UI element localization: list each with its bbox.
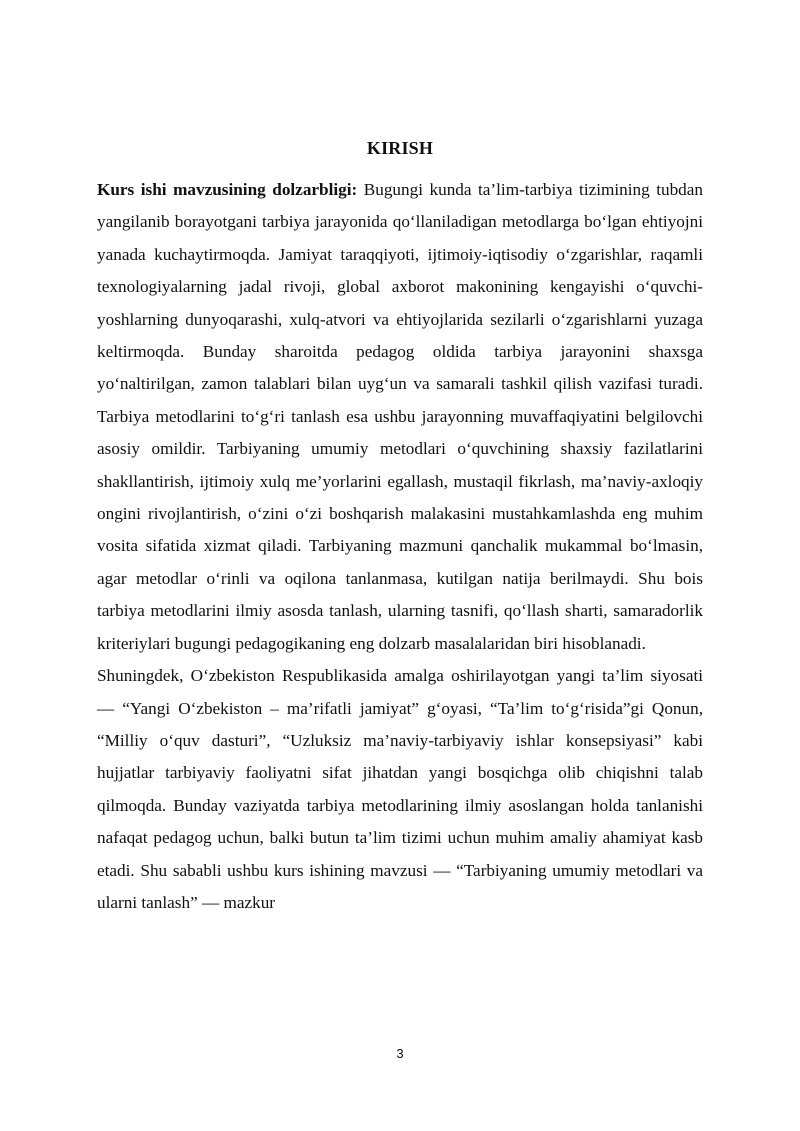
- paragraph-policy: Shuningdek, O‘zbekiston Respublikasida amalga oshirilayotgan yangi ta’lim siyosati — “Yangi O‘zbekiston – ma’rifatli jamiyat” g‘oyasi, “Ta’lim to‘g‘risida”gi Qonun, “Milliy o‘quv dasturi”, “Uzluksiz ma’naviy-tarbiyaviy ishlar konsepsiyasi” kabi hujjatlar tarbiyaviy faoliyatni sifat jihatdan yangi bosqichga olib chiqishni talab qilmoqda. Bunday vaziyatda tarbiya metodlarining ilmiy asoslangan holda tanlanishi nafaqat pedagog uchun, balki butun ta’lim tizimi uchun muhim amaliy ahamiyat kasb etadi. Shu sababli ushbu kurs ishining mavzusi — “Tarbiyaning umumiy metodlari va ularni tanlash” — mazkur: [97, 666, 703, 912]
- section-heading: KIRISH: [366, 138, 434, 158]
- page-number: 3: [396, 1046, 404, 1061]
- paragraph-lead: Kurs ishi mavzusining dolzarbligi:: [97, 180, 358, 199]
- paragraph-relevance: [97, 174, 703, 660]
- paragraph-relevance-text: Bugungi kunda ta’lim-tarbiya tizimining tubdan yangilanib borayotgani tarbiya jarayonida qo‘llaniladigan metodlarga bo‘lgan ehtiyojni yanada kuchaytirmoqda. Jamiyat taraqqiyoti, ijtimoiy-iqtisodiy o‘zgarishlar, raqamli texnologiyalarning jadal rivoji, global axborot makonining kengayishi o‘quvchi-yoshlarning dunyoqarashi, xulq-atvori va ehtiyojlarida sezilarli o‘zgarishlarni yuzaga keltirmoqda. Bunday sharoitda pedagog oldida tarbiya jarayonini shaxsga yo‘naltirilgan, zamon talablari bilan uyg‘un va samarali tashkil qilish vazifasi turadi. Tarbiya metodlarini to‘g‘ri tanlash esa ushbu jarayonning muvaffaqiyatini belgilovchi asosiy omildir. Tarbiyaning umumiy metodlari o‘quvchining shaxsiy fazilatlarini shakllantirish, ijtimoiy xulq me’yorlarini egallash, mustaqil fikrlash, ma’naviy-axloqiy ongini rivojlantirish, o‘zini o‘zi boshqarish malakasini mustahkamlashda eng muhim vosita sifatida xizmat qiladi. Tarbiyaning mazmuni qanchalik mukammal bo‘lmasin, agar metodlar o‘rinli va oqilona tanlanmasa, kutilgan natija berilmaydi. Shu bois tarbiya metodlarini ilmiy asosda tanlash, ularning tasnifi, qo‘llash sharti, samaradorlik kriteriylari bugungi pedagogikaning eng dolzarb masalalaridan biri hisoblanadi.: [97, 180, 704, 653]
- body-text: [97, 174, 703, 919]
